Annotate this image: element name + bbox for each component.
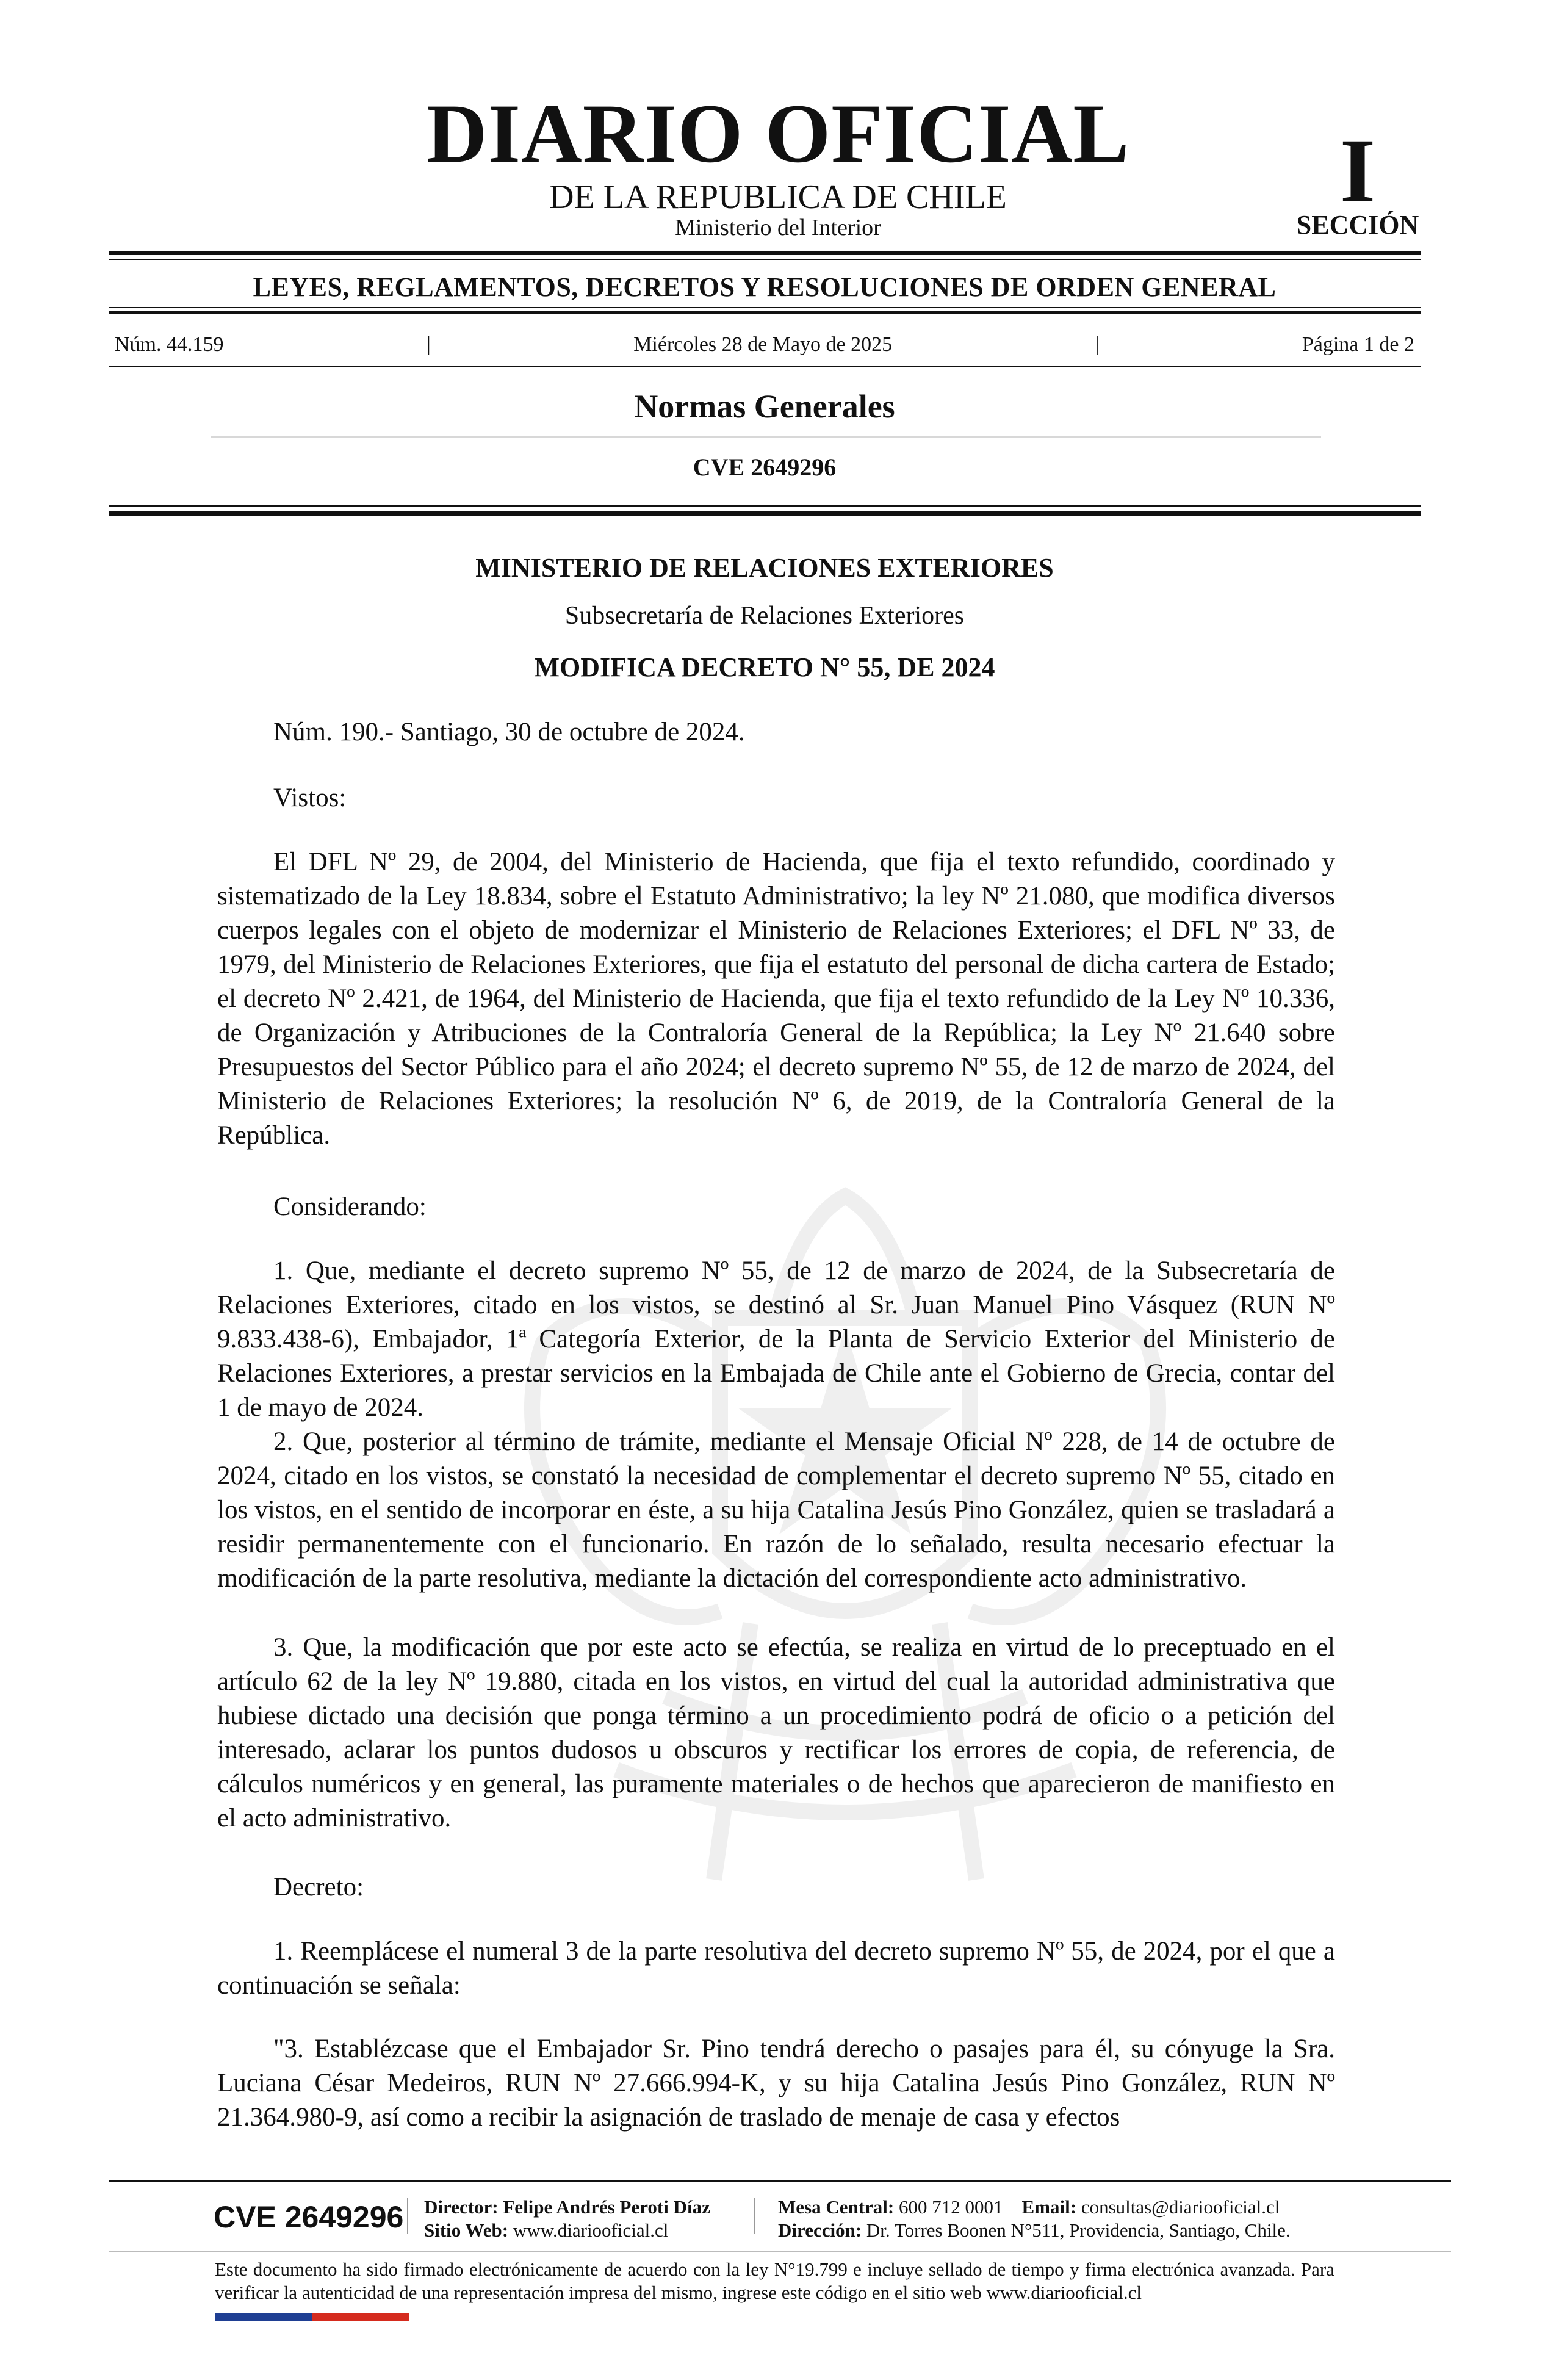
footer-separator (754, 2198, 755, 2234)
decreto-paragraph-1: 1. Reemplácese el numeral 3 de la parte resolutiva del decreto supremo Nº 55, de 2024, por el que a continuación se señala: (217, 1937, 1335, 2000)
cve-header: CVE 2649296 (693, 453, 837, 481)
considerando-paragraph-2: 2. Que, posterior al término de trámite, mediante el Mensaje Oficial Nº 228, de 14 de octubre de 2024, citado en los vistos, se constató la necesidad de complementar el decreto supremo Nº 55, citado en los vistos, en el sentido de incorporar en éste, a su hija Catalina Jesús Pino González, quien se trasladará a residir permanentemente con el funcionario. En razón de lo señalado, resulta necesario efectuar la modificación de la parte resolutiva, mediante la dictación del correspondiente acto administrativo. (217, 1427, 1335, 1593)
header-rule-thin (109, 259, 1421, 260)
banner-rule-thin (109, 307, 1421, 308)
director-label: Director: (424, 2196, 499, 2218)
footer-info (214, 2192, 1361, 2241)
decreto-quote: "3. Establézcase que el Embajador Sr. Pino tendrá derecho o pasajes para él, su cónyuge la Sra. Luciana César Medeiros, RUN Nº 27.666.994-K, y su hija Catalina Jesús Pino González, RUN Nº 21.364.980-9, así como a recibir la asignación de traslado de menaje de casa y efectos (217, 2035, 1335, 2132)
website-label: Sitio Web: (424, 2220, 509, 2241)
decreto-heading: Decreto: (273, 1873, 364, 1902)
vistos-paragraph: El DFL Nº 29, de 2004, del Ministerio de Hacienda, que fija el texto refundido, coordinado y sistematizado de la Ley 18.834, sobre el Estatuto Administrativo; la ley Nº 21.080, que modifica diversos cuerpos legales con el objeto de modernizar el Ministerio de Relaciones Exteriores; el DFL Nº 33, de 1979, del Ministerio de Relaciones Exteriores, que fija el estatuto del personal de dicha cartera de Estado; el decreto Nº 2.421, de 1964, del Ministerio de Hacienda, que fija el texto refundido de la Ley Nº 10.336, de Organización y Atribuciones de la Contraloría General de la República; la Ley Nº 21.640 sobre Presupuestos del Sector Público para el año 2024; el decreto supremo Nº 55, de 12 de marzo de 2024, del Ministerio de Relaciones Exteriores; la resolución Nº 6, de 2019, de la Contraloría General de la República. (217, 848, 1335, 1150)
email-link[interactable]: consultas@diariooficial.cl (1081, 2196, 1280, 2218)
section-title: Normas Generales (634, 388, 895, 425)
section-number: I (1339, 120, 1376, 222)
mesa-label: Mesa Central: (778, 2196, 895, 2218)
director-name: Felipe Andrés Peroti Díaz (503, 2196, 710, 2218)
website-link[interactable]: www.diariooficial.cl (513, 2220, 669, 2241)
flag-stripe-red (312, 2313, 409, 2321)
footer-signature-note: Este documento ha sido firmado electrónicamente de acuerdo con la ley N°19.799 e incluye sellado de tiempo y firma electrónica avanzada. Para verificar la autenticidad de una representación impresa del mismo, ingrese este código en el sitio web www.diariooficial.cl (215, 2259, 1334, 2303)
address-label: Dirección: (778, 2220, 862, 2241)
email-label: Email: (1021, 2196, 1077, 2218)
issue-meta-row (115, 333, 1414, 357)
banner-title: LEYES, REGLAMENTOS, DECRETOS Y RESOLUCIONES DE ORDEN GENERAL (253, 272, 1277, 302)
section-indicator (1288, 120, 1428, 240)
vistos-heading: Vistos: (273, 784, 347, 812)
content-rule-thin (109, 505, 1421, 507)
content-rule-thick (109, 511, 1421, 516)
footer-separator (407, 2198, 408, 2234)
footer-rule (109, 2180, 1451, 2182)
issue-number: Núm. 44.159 (115, 333, 224, 356)
document-title: MODIFICA DECRETO N° 55, DE 2024 (534, 652, 995, 682)
banner-rule-thick (109, 311, 1421, 314)
meta-separator: | (1095, 333, 1100, 356)
section-label: SECCIÓN (1296, 210, 1419, 240)
footer-cve: CVE 2649296 (214, 2200, 404, 2234)
document-subsecretaria: Subsecretaría de Relaciones Exteriores (564, 602, 965, 630)
address-text: Dr. Torres Boonen N°511, Providencia, Santiago, Chile. (866, 2220, 1291, 2241)
newspaper-subtitle: DE LA REPUBLICA DE CHILE (549, 178, 1007, 216)
considerando-paragraph-1: 1. Que, mediante el decreto supremo Nº 55, de 12 de marzo de 2024, de la Subsecretaría de Relaciones Exteriores, citado en los vistos, se destinó al Sr. Juan Manuel Pino Vásquez (RUN Nº 9.833.438-6), Embajador, 1ª Categoría Exterior, de la Planta de Servicio Exterior del Ministerio de Relaciones Exteriores, a prestar servicios en la Embajada de Chile ante el Gobierno de Grecia, contar del 1 de mayo de 2024. (217, 1257, 1335, 1422)
meta-rule (109, 366, 1421, 367)
footer-rule-secondary (109, 2251, 1451, 2252)
header-rule-thick (109, 251, 1421, 255)
newspaper-title: DIARIO OFICIAL (426, 87, 1130, 180)
page-indicator: Página 1 de 2 (1302, 333, 1414, 356)
newspaper-ministry: Ministerio del Interior (675, 214, 881, 240)
mesa-phone: 600 712 0001 (899, 2196, 1003, 2218)
document-ministry: MINISTERIO DE RELACIONES EXTERIORES (475, 553, 1054, 583)
considerando-heading: Considerando: (273, 1192, 427, 1221)
decree-number-place: Núm. 190.- Santiago, 30 de octubre de 2024. (273, 718, 745, 746)
meta-separator: | (426, 333, 431, 356)
section-title-rule (211, 436, 1321, 438)
footer-director-block (424, 2196, 710, 2242)
footer-contact-block (778, 2196, 1291, 2242)
issue-date: Miércoles 28 de Mayo de 2025 (633, 333, 893, 356)
flag-stripe-blue (215, 2313, 312, 2321)
considerando-paragraph-3: 3. Que, la modificación que por este acto se efectúa, se realiza en virtud de lo preceptuado en el artículo 62 de la ley Nº 19.880, citada en los vistos, en virtud del cual la autoridad administrativa que hubiese dictado una decisión que ponga término a un procedimiento podrá de oficio o a petición del interesado, aclarar los puntos dudosos u obscuros y rectificar los errores de copia, de referencia, de cálculos numéricos y en general, las puramente materiales o de hechos que aparecieron de manifiesto en el acto administrativo. (217, 1633, 1335, 1833)
